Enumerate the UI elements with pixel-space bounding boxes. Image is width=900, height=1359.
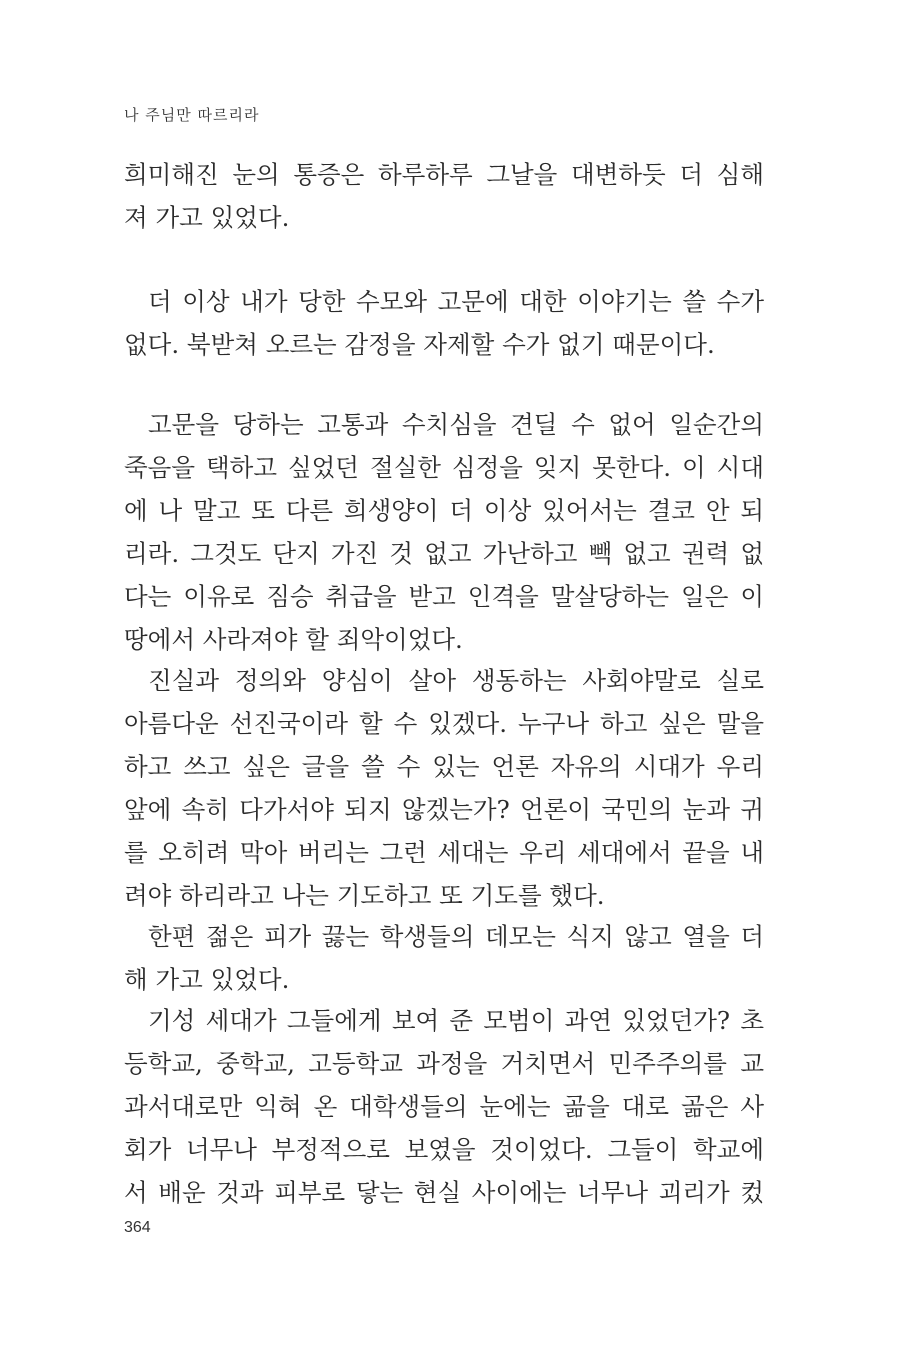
running-head: 나 주님만 따르리라: [124, 106, 260, 124]
page-number: 364: [124, 1219, 151, 1236]
text-line: 를 오히려 막아 버리는 그런 세대는 우리 세대에서 끝을 내: [124, 838, 764, 867]
text-line: 하고 쓰고 싶은 글을 쓸 수 있는 언론 자유의 시대가 우리: [124, 752, 764, 781]
text-line: 회가 너무나 부정적으로 보였을 것이었다. 그들이 학교에: [124, 1135, 764, 1164]
text-line: 에 나 말고 또 다른 희생양이 더 이상 있어서는 결코 안 되: [124, 496, 764, 525]
text-line: 리라. 그것도 단지 가진 것 없고 가난하고 빽 없고 권력 없: [124, 539, 764, 568]
text-line: 과서대로만 익혀 온 대학생들의 눈에는 곪을 대로 곪은 사: [124, 1092, 764, 1121]
text-line: 땅에서 사라져야 할 죄악이었다.: [124, 625, 463, 654]
text-line: 희미해진 눈의 통증은 하루하루 그날을 대변하듯 더 심해: [124, 160, 764, 189]
text-line: 기성 세대가 그들에게 보여 준 모범이 과연 있었던가? 초: [148, 1006, 764, 1035]
text-line: 죽음을 택하고 싶었던 절실한 심정을 잊지 못한다. 이 시대: [124, 453, 764, 482]
text-line: 진실과 정의와 양심이 살아 생동하는 사회야말로 실로: [148, 666, 764, 695]
text-line: 다는 이유로 짐승 취급을 받고 인격을 말살당하는 일은 이: [124, 582, 764, 611]
text-line: 려야 하리라고 나는 기도하고 또 기도를 했다.: [124, 881, 605, 910]
text-line: 아름다운 선진국이라 할 수 있겠다. 누구나 하고 싶은 말을: [124, 709, 764, 738]
text-line: 더 이상 내가 당한 수모와 고문에 대한 이야기는 쓸 수가: [148, 287, 764, 316]
text-line: 없다. 북받쳐 오르는 감정을 자제할 수가 없기 때문이다.: [124, 330, 715, 359]
text-line: 한편 젊은 피가 끓는 학생들의 데모는 식지 않고 열을 더: [148, 922, 764, 951]
text-line: 서 배운 것과 피부로 닿는 현실 사이에는 너무나 괴리가 컸: [124, 1178, 764, 1207]
text-line: 져 가고 있었다.: [124, 203, 290, 232]
text-line: 고문을 당하는 고통과 수치심을 견딜 수 없어 일순간의: [148, 410, 764, 439]
text-line: 앞에 속히 다가서야 되지 않겠는가? 언론이 국민의 눈과 귀: [124, 795, 764, 824]
text-line: 등학교, 중학교, 고등학교 과정을 거치면서 민주주의를 교: [124, 1049, 764, 1078]
text-line: 해 가고 있었다.: [124, 965, 290, 994]
